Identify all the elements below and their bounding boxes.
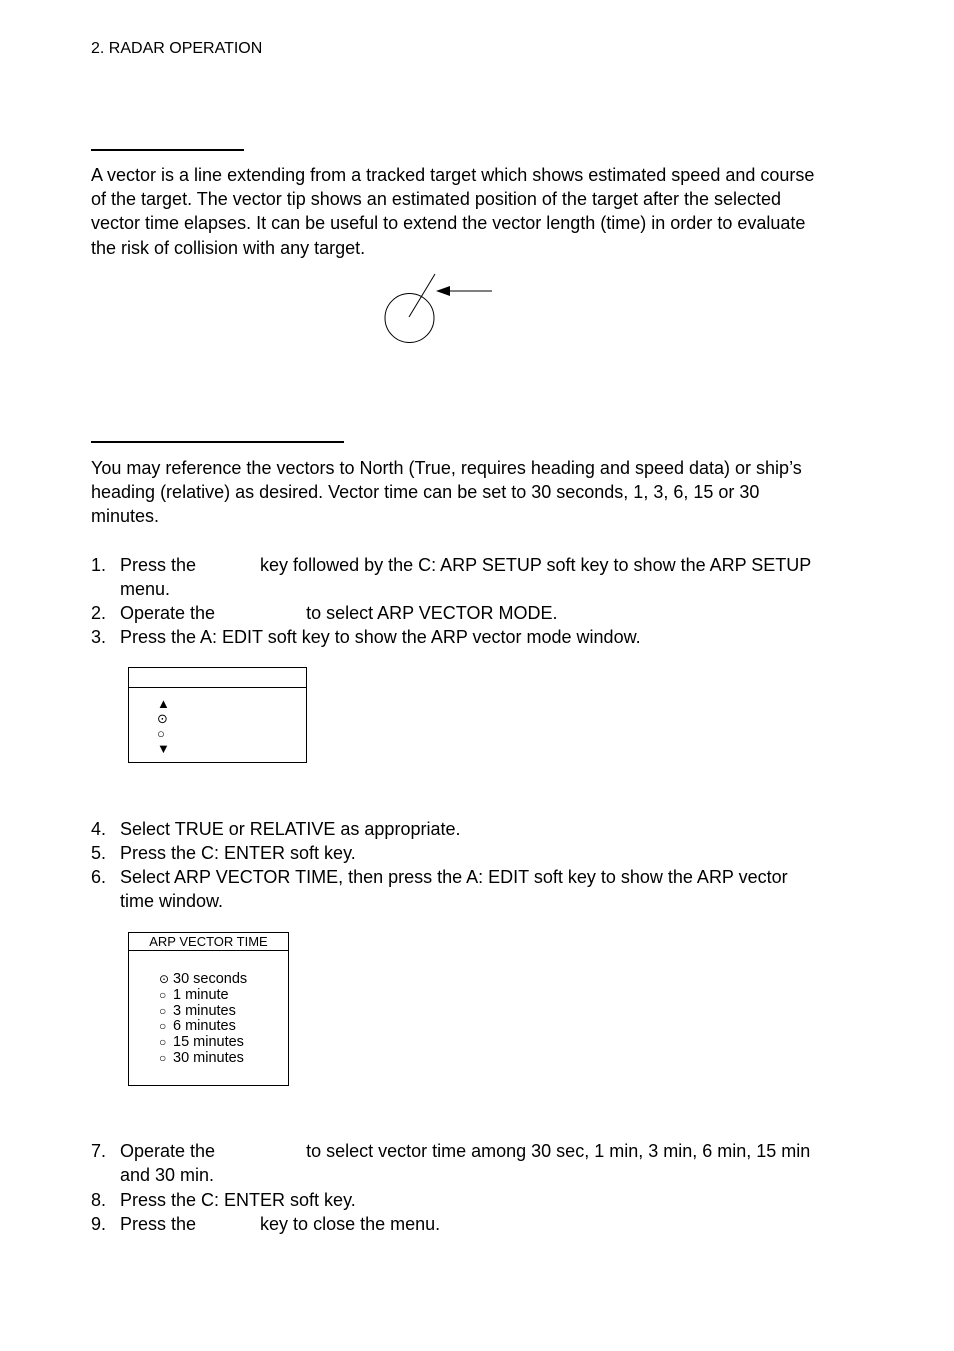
reference-intro-paragraph [91, 456, 841, 529]
step-number: 6. [91, 867, 107, 887]
arp-vector-time-window [128, 932, 289, 1086]
radio-empty-icon[interactable]: ○ [157, 726, 165, 741]
step-text: to select vector time among 30 sec, 1 min, 3 min, 6 min, 15 min [306, 1141, 811, 1161]
vector-line [409, 274, 435, 317]
vector-illustration [380, 270, 500, 350]
radio-selected-icon[interactable]: ⊙ [159, 972, 170, 986]
vector-time-option[interactable] [159, 1003, 236, 1019]
step-item [91, 865, 841, 913]
scroll-down-icon[interactable]: ▼ [157, 741, 170, 756]
vector-time-option[interactable] [159, 1050, 244, 1066]
step-text: Press the C: ENTER soft key. [120, 1190, 356, 1210]
reference-intro-line: You may reference the vectors to North (True, requires heading and speed data) or ship’s [91, 458, 802, 478]
option-label: 15 minutes [173, 1034, 244, 1050]
vector-time-option[interactable] [159, 971, 247, 987]
radio-empty-icon[interactable]: ○ [159, 988, 167, 1002]
step-text: Operate the [120, 603, 216, 623]
step-item [91, 841, 841, 865]
step-number: 3. [91, 627, 107, 647]
step-number: 5. [91, 843, 107, 863]
step-text: menu. [120, 579, 171, 600]
radio-empty-icon[interactable]: ○ [159, 1035, 167, 1049]
vector-intro-line: vector time elapses. It can be useful to extend the vector length (time) in order to evaluate [91, 213, 806, 234]
vector-intro-line: of the target. The vector tip shows an estimated position of the target after the selected [91, 189, 782, 210]
option-label: 3 minutes [173, 1003, 236, 1019]
pointer-arrow-head [436, 286, 450, 296]
vector-intro-paragraph [91, 163, 841, 260]
option-label: 6 minutes [173, 1018, 236, 1034]
step-text: Press the [120, 1214, 197, 1234]
step-number: 8. [91, 1190, 107, 1210]
step-number: 9. [91, 1214, 107, 1234]
step-text: Press the C: ENTER soft key. [120, 843, 356, 863]
step-item [91, 1212, 841, 1236]
option-label: 30 seconds [173, 971, 248, 987]
window-title: ARP VECTOR TIME [129, 933, 288, 951]
vector-time-option[interactable] [159, 1018, 236, 1034]
step-item [91, 817, 841, 841]
step-number: 7. [91, 1141, 107, 1161]
vector-intro-line: A vector is a line extending from a tracked target which shows estimated speed and course [91, 165, 815, 185]
step-text: and 30 min. [120, 1165, 215, 1186]
step-text: time window. [120, 891, 224, 912]
step-number: 1. [91, 555, 107, 575]
vector-intro-line: the risk of collision with any target. [91, 237, 366, 258]
vector-time-option[interactable] [159, 1034, 244, 1050]
step-item [91, 1188, 841, 1212]
step-text: key to close the menu. [260, 1214, 441, 1234]
step-text: Select TRUE or RELATIVE as appropriate. [120, 819, 461, 839]
running-header: 2. RADAR OPERATION [91, 40, 263, 57]
reference-intro-line: minutes. [91, 506, 160, 527]
option-label: 1 minute [173, 987, 229, 1003]
vector-time-option[interactable] [159, 987, 229, 1003]
step-number: 2. [91, 603, 107, 623]
reference-intro-line: heading (relative) as desired. Vector time can be set to 30 seconds, 1, 3, 6, 15 or 30 [91, 482, 760, 503]
step-item [91, 553, 841, 601]
section-rule-vector [91, 149, 244, 151]
step-text: to select ARP VECTOR MODE. [306, 603, 558, 623]
step-text: Press the A: EDIT soft key to show the ARP vector mode window. [120, 627, 641, 647]
radio-empty-icon[interactable]: ○ [159, 1019, 167, 1033]
radio-selected-icon[interactable]: ⊙ [157, 711, 168, 726]
arp-vector-mode-window [128, 667, 307, 763]
target-circle [385, 294, 434, 343]
step-number: 4. [91, 819, 107, 839]
step-item [91, 1139, 841, 1187]
step-text: key followed by the C: ARP SETUP soft key to show the ARP SETUP [260, 555, 812, 575]
scroll-up-icon[interactable]: ▲ [157, 696, 170, 711]
radio-empty-icon[interactable]: ○ [159, 1051, 167, 1065]
step-text: Select ARP VECTOR TIME, then press the A: EDIT soft key to show the ARP vector [120, 867, 788, 887]
option-label: 30 minutes [173, 1050, 244, 1066]
section-rule-reference [91, 441, 344, 443]
window-title-bar [129, 687, 306, 688]
radio-empty-icon[interactable]: ○ [159, 1004, 167, 1018]
step-item [91, 625, 841, 649]
step-text: Press the [120, 555, 197, 575]
step-item [91, 601, 841, 625]
step-text: Operate the [120, 1141, 216, 1161]
